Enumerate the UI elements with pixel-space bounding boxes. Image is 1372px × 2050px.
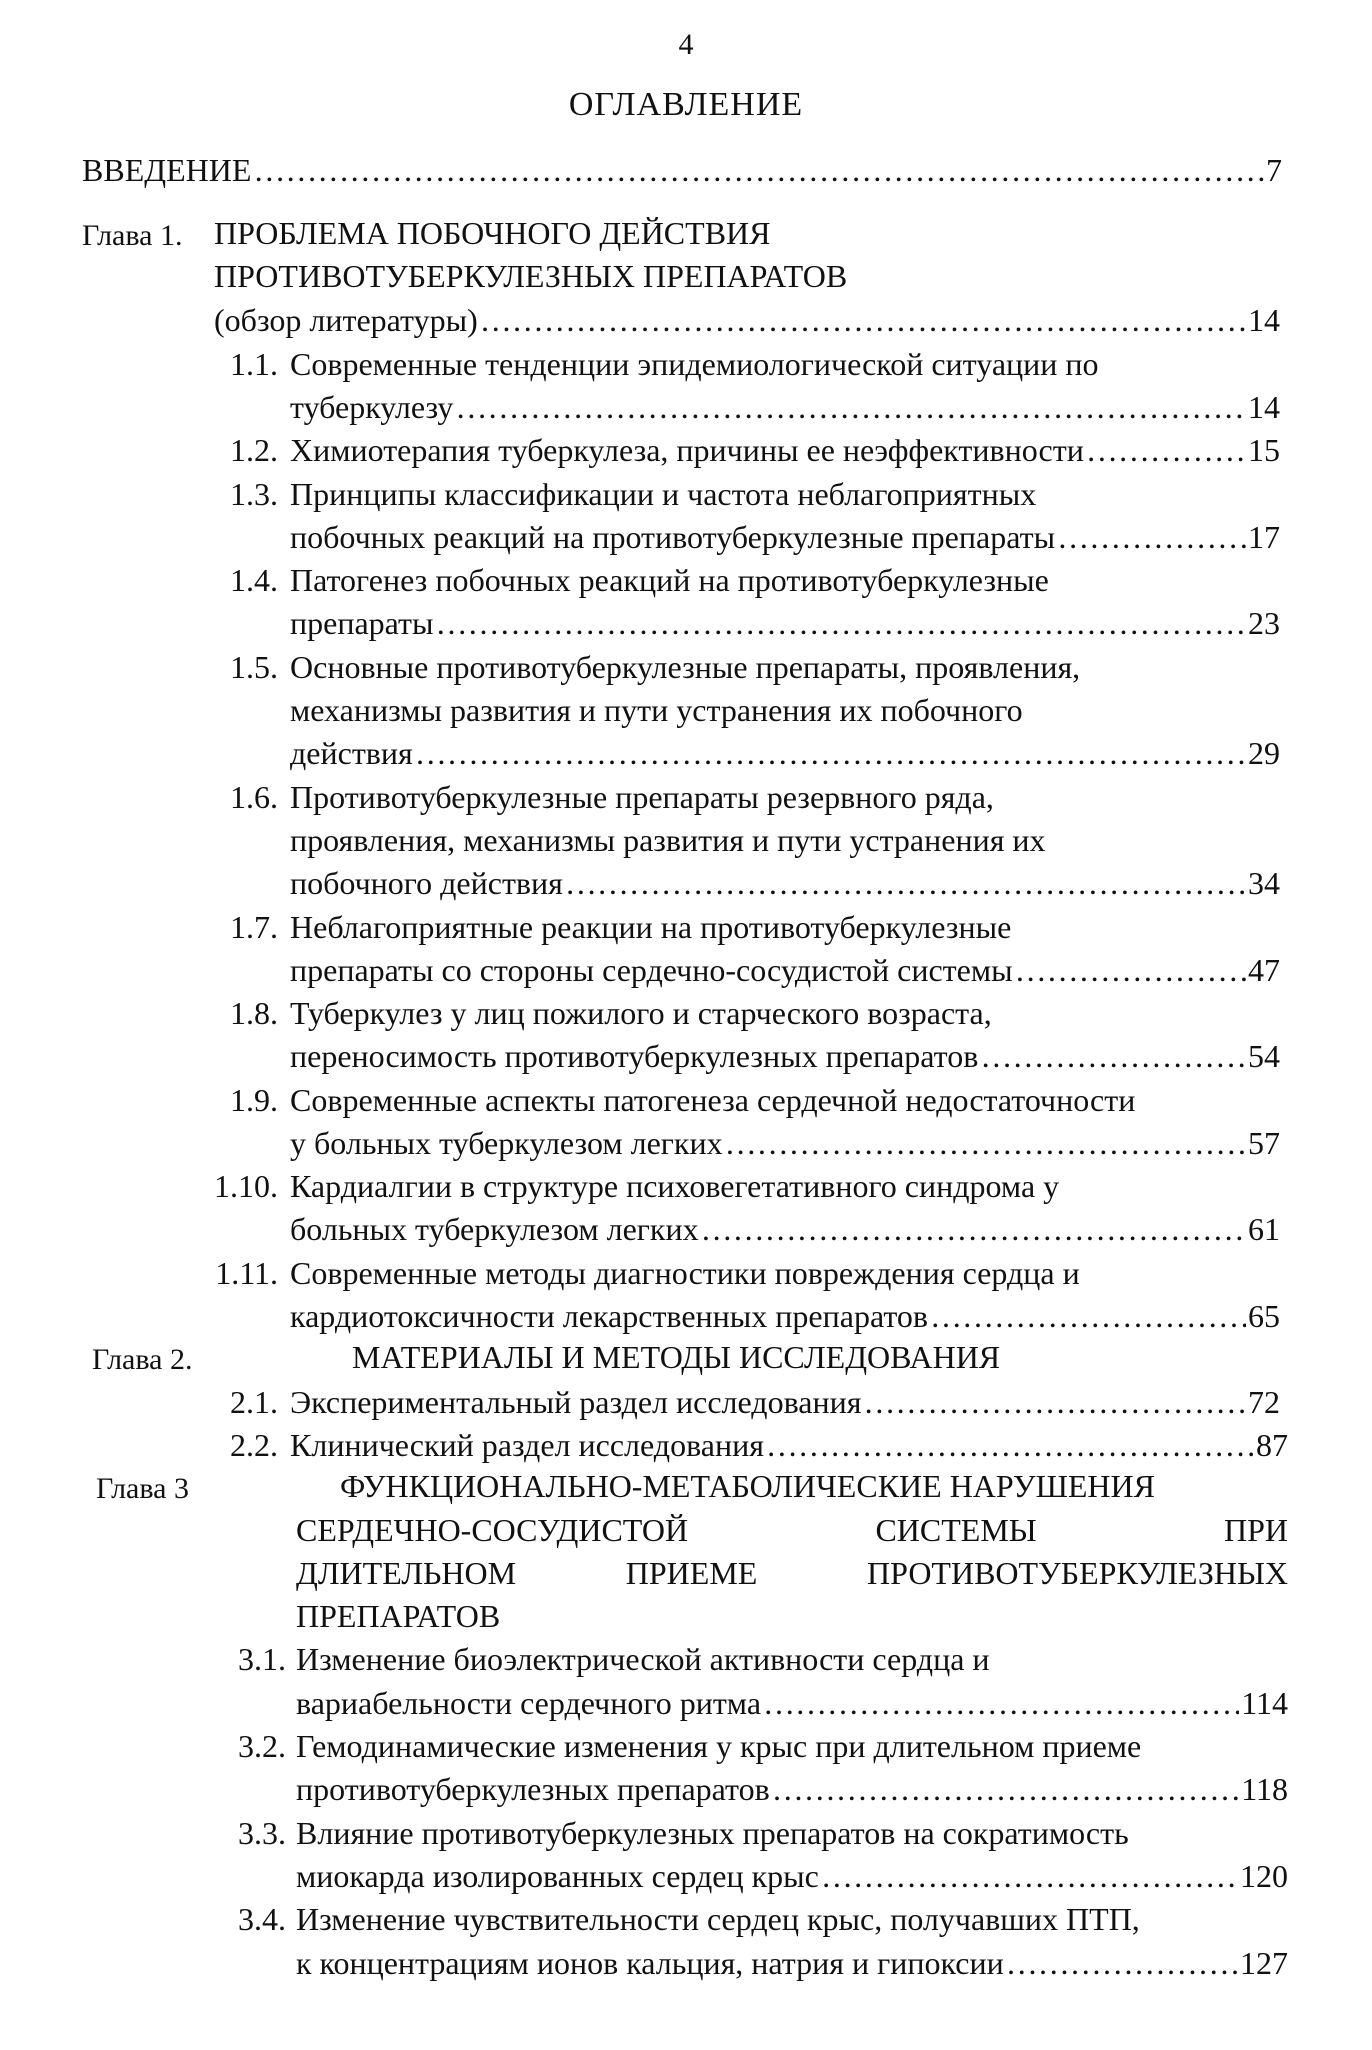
- leader-dots: [930, 1296, 1246, 1336]
- toc-entry-3-4[interactable]: [296, 1943, 1288, 1983]
- toc-entry-3-3[interactable]: [296, 1856, 1288, 1896]
- chapter-3-title-line-4[interactable]: ПРЕПАРАТОВ: [296, 1598, 501, 1634]
- toc-entry-text: (обзор литературы): [214, 302, 478, 338]
- chapter-3-title-line-2[interactable]: СЕРДЕЧНО-СОСУДИСТОЙ СИСТЕМЫ ПРИ: [296, 1512, 1288, 1548]
- toc-page-ref: 54: [1248, 1038, 1280, 1074]
- leader-dots: [980, 1036, 1246, 1076]
- section-1-11-line-1[interactable]: Современные методы диагностики повреждения сердца и: [290, 1255, 1080, 1291]
- toc-page-ref: 23: [1248, 605, 1280, 641]
- section-1-9-line-1[interactable]: Современные аспекты патогенеза сердечной недостаточности: [290, 1082, 1136, 1118]
- toc-entry-3-2[interactable]: [296, 1769, 1288, 1809]
- leader-dots: [863, 1382, 1246, 1422]
- toc-entry-intro[interactable]: [82, 150, 1282, 190]
- section-number: 1.4.: [230, 562, 278, 598]
- leader-dots: [725, 1123, 1246, 1163]
- section-number: 1.3.: [230, 476, 278, 512]
- section-number: 1.6.: [230, 779, 278, 815]
- toc-entry-text: туберкулезу: [290, 389, 454, 425]
- toc-entry-1-7[interactable]: [290, 950, 1280, 990]
- chapter-1-label: Глава 1.: [82, 219, 183, 252]
- section-3-4-line-1[interactable]: Изменение чувствительности сердец крыс, получавших ПТП,: [296, 1901, 1140, 1937]
- section-number: 1.1.: [230, 346, 278, 382]
- toc-page-ref: 29: [1248, 735, 1280, 771]
- section-1-5-line-1[interactable]: Основные противотуберкулезные препараты, проявления,: [290, 649, 1081, 685]
- section-1-3-line-1[interactable]: Принципы классификации и частота неблагоприятных: [290, 476, 1037, 512]
- toc-entry-text: препараты со стороны сердечно-сосудистой системы: [290, 952, 1013, 988]
- toc-entry-text: Химиотерапия туберкулеза, причины ее неэффективности: [290, 432, 1084, 468]
- section-number: 1.2.: [230, 432, 278, 468]
- toc-page-ref: 72: [1248, 1384, 1280, 1420]
- toc-entry-1-9[interactable]: [290, 1123, 1280, 1163]
- toc-entry-1-3[interactable]: [290, 517, 1280, 557]
- toc-entry-1-6[interactable]: [290, 863, 1280, 903]
- toc-page-ref: 114: [1241, 1685, 1288, 1721]
- toc-entry-1-1[interactable]: [290, 387, 1280, 427]
- leader-dots: [701, 1209, 1246, 1249]
- toc-page-ref: 57: [1248, 1125, 1280, 1161]
- leader-dots: [772, 1769, 1239, 1809]
- leader-dots: [480, 300, 1246, 340]
- section-1-6-line-1[interactable]: Противотуберкулезные препараты резервного ряда,: [290, 779, 994, 815]
- leader-dots: [821, 1856, 1238, 1896]
- toc-entry-1-11[interactable]: [290, 1296, 1280, 1336]
- toc-entry-text: переносимость противотуберкулезных препаратов: [290, 1038, 979, 1074]
- leader-dots: [436, 603, 1246, 643]
- section-number: 2.1.: [230, 1384, 278, 1420]
- section-3-1-line-1[interactable]: Изменение биоэлектрической активности сердца и: [296, 1641, 990, 1677]
- toc-page-ref: 7: [1266, 152, 1282, 188]
- page-number: 4: [678, 28, 694, 61]
- leader-dots: [1006, 1943, 1238, 1983]
- section-number: 3.2.: [238, 1728, 286, 1764]
- toc-page-ref: 120: [1240, 1858, 1288, 1894]
- toc-entry-text: противотуберкулезных препаратов: [296, 1771, 770, 1807]
- toc-entry-text: препараты: [290, 605, 434, 641]
- toc-page-ref: 14: [1248, 302, 1280, 338]
- toc-entry-1-5[interactable]: [290, 733, 1280, 773]
- chapter-3-title-line-3[interactable]: ДЛИТЕЛЬНОМ ПРИЕМЕ ПРОТИВОТУБЕРКУЛЕЗНЫХ: [296, 1555, 1288, 1591]
- toc-page-ref: 47: [1248, 952, 1280, 988]
- chapter-1-title-line-1[interactable]: ПРОБЛЕМА ПОБОЧНОГО ДЕЙСТВИЯ: [214, 215, 771, 251]
- toc-entry-1-2[interactable]: [290, 430, 1280, 470]
- toc-entry-text: кардиотоксичности лекарственных препаратов: [290, 1298, 928, 1334]
- chapter-2-title[interactable]: МАТЕРИАЛЫ И МЕТОДЫ ИССЛЕДОВАНИЯ: [352, 1339, 1001, 1375]
- toc-entry-text: побочных реакций на противотуберкулезные препараты: [290, 519, 1056, 555]
- toc-entry-text: Экспериментальный раздел исследования: [290, 1384, 862, 1420]
- leader-dots: [415, 733, 1246, 773]
- section-number: 3.3.: [238, 1815, 286, 1851]
- toc-entry-text: миокарда изолированных сердец крыс: [296, 1858, 819, 1894]
- chapter-1-title-line-2[interactable]: ПРОТИВОТУБЕРКУЛЕЗНЫХ ПРЕПАРАТОВ: [214, 258, 848, 294]
- toc-entry-text: к концентрациям ионов кальция, натрия и гипоксии: [296, 1945, 1004, 1981]
- toc-page-ref: 34: [1248, 865, 1280, 901]
- section-number: 2.2.: [230, 1427, 278, 1463]
- section-number: 1.10.: [214, 1168, 278, 1204]
- section-number: 3.4.: [238, 1901, 286, 1937]
- leader-dots: [565, 863, 1246, 903]
- toc-entry-1-4[interactable]: [290, 603, 1280, 643]
- toc-page-ref: 127: [1240, 1945, 1288, 1981]
- section-number: 1.8.: [230, 995, 278, 1031]
- toc-entry-3-1[interactable]: [296, 1683, 1288, 1723]
- leader-dots: [1015, 950, 1246, 990]
- section-1-10-line-1[interactable]: Кардиалгии в структуре психовегетативного синдрома у: [290, 1168, 1060, 1204]
- toc-page-ref: 61: [1248, 1211, 1280, 1247]
- section-1-6-line-2[interactable]: проявления, механизмы развития и пути устранения их: [290, 822, 1046, 858]
- toc-entry-1-10[interactable]: [290, 1209, 1280, 1249]
- toc-entry-text: ВВЕДЕНИЕ: [82, 152, 252, 188]
- toc-entry-text: у больных туберкулезом легких: [290, 1125, 723, 1161]
- section-1-5-line-2[interactable]: механизмы развития и пути устранения их побочного: [290, 692, 1023, 728]
- section-number: 1.9.: [230, 1082, 278, 1118]
- toc-entry-text: действия: [290, 735, 413, 771]
- toc-page-ref: 87: [1256, 1427, 1288, 1463]
- toc-page-ref: 17: [1248, 519, 1280, 555]
- toc-page-ref: 118: [1241, 1771, 1288, 1807]
- toc-entry-2-1[interactable]: [290, 1382, 1280, 1422]
- leader-dots: [253, 150, 1264, 190]
- section-3-2-line-1[interactable]: Гемодинамические изменения у крыс при длительном приеме: [296, 1728, 1142, 1764]
- section-number: 3.1.: [238, 1641, 286, 1677]
- leader-dots: [766, 1425, 1254, 1465]
- toc-page-ref: 14: [1248, 389, 1280, 425]
- leader-dots: [763, 1683, 1239, 1723]
- section-1-1-line-1[interactable]: Современные тенденции эпидемиологической ситуации по: [290, 346, 1099, 382]
- chapter-3-title-line-1[interactable]: ФУНКЦИОНАЛЬНО-МЕТАБОЛИЧЕСКИЕ НАРУШЕНИЯ: [340, 1468, 1155, 1504]
- section-3-3-line-1[interactable]: Влияние противотуберкулезных препаратов на сократимость: [296, 1815, 1129, 1851]
- toc-entry-text: вариабельности сердечного ритма: [296, 1685, 762, 1721]
- section-1-7-line-1[interactable]: Неблагоприятные реакции на противотуберкулезные: [290, 909, 1012, 945]
- section-1-8-line-1[interactable]: Туберкулез у лиц пожилого и старческого возраста,: [290, 995, 992, 1031]
- chapter-3-label: Глава 3: [96, 1472, 189, 1505]
- section-number: 1.5.: [230, 649, 278, 685]
- leader-dots: [1086, 430, 1246, 470]
- toc-entry-text: побочного действия: [290, 865, 563, 901]
- toc-entry-2-2[interactable]: [290, 1425, 1288, 1465]
- leader-dots: [1057, 517, 1246, 557]
- section-number: 1.7.: [230, 909, 278, 945]
- section-1-4-line-1[interactable]: Патогенез побочных реакций на противотуберкулезные: [290, 562, 1049, 598]
- toc-entry-chapter-1[interactable]: [214, 300, 1280, 340]
- toc-entry-1-8[interactable]: [290, 1036, 1280, 1076]
- toc-title: ОГЛАВЛЕНИЕ: [568, 86, 804, 123]
- section-number: 1.11.: [215, 1255, 278, 1291]
- toc-entry-text: больных туберкулезом легких: [290, 1211, 699, 1247]
- toc-page-ref: 65: [1248, 1298, 1280, 1334]
- toc-entry-text: Клинический раздел исследования: [290, 1427, 764, 1463]
- chapter-2-label: Глава 2.: [92, 1343, 193, 1376]
- leader-dots: [455, 387, 1246, 427]
- toc-page-ref: 15: [1248, 432, 1280, 468]
